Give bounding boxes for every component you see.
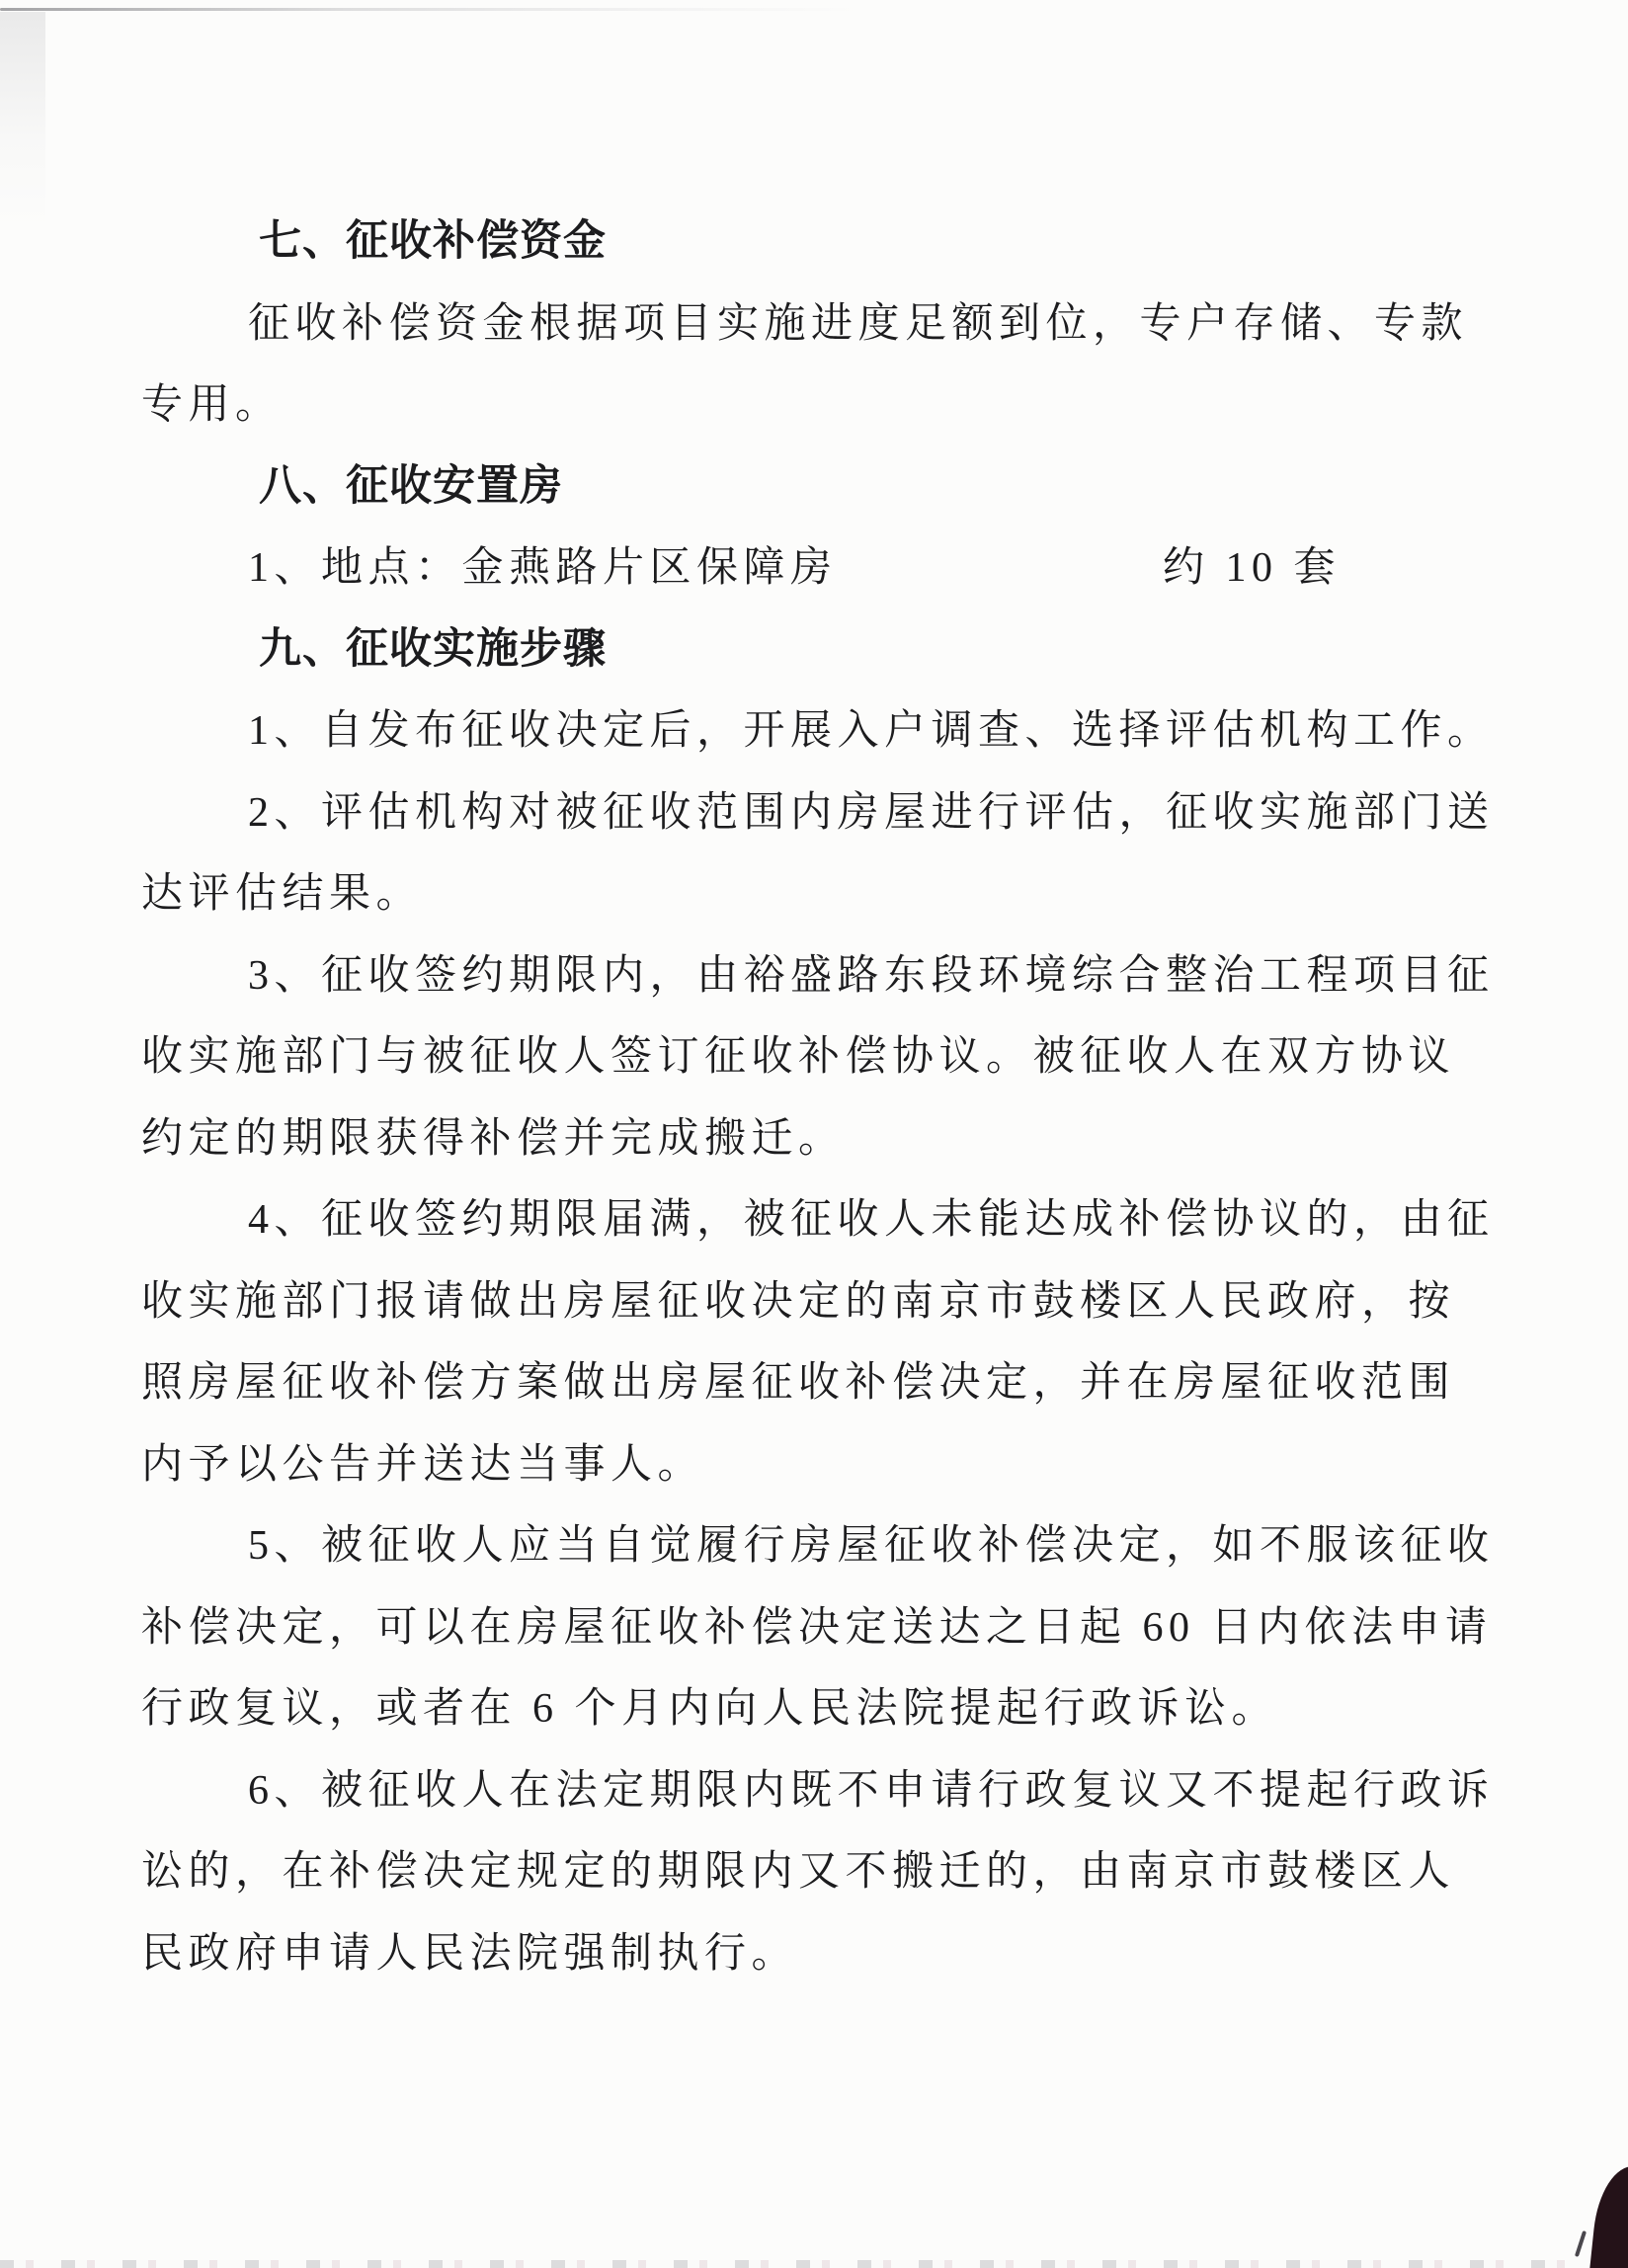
document-line: 5、被征收人应当自觉履行房屋征收补偿决定，如不服该征收 — [248, 1523, 1495, 1569]
document-line-text: 1、地点：金燕路片区保障房 — [248, 545, 838, 591]
document-body — [141, 202, 1495, 1994]
document-line: 达评估结果。 — [141, 871, 424, 917]
document-line: 收实施部门与被征收人签订征收补偿协议。被征收人在双方协议 — [141, 1034, 1456, 1080]
document-line-right-text: 约 10 套 — [1162, 545, 1341, 591]
section-heading: 九、征收实施步骤 — [259, 625, 607, 673]
document-line: 讼的，在补偿决定规定的期限内又不搬迁的，由南京市鼓楼区人 — [141, 1849, 1456, 1895]
section-heading: 七、征收补偿资金 — [259, 218, 607, 265]
scan-artifact-corner-blot — [1588, 2163, 1628, 2268]
scan-artifact-left-smudge — [0, 12, 45, 229]
document-line — [141, 527, 1481, 609]
scan-artifact-bottom-edge — [0, 2260, 1628, 2268]
document-line: 6、被征收人在法定期限内既不申请行政复议又不提起行政诉 — [248, 1767, 1495, 1814]
document-line: 3、征收签约期限内，由裕盛路东段环境综合整治工程项目征 — [248, 952, 1495, 999]
document-line: 约定的期限获得补偿并完成搬迁。 — [141, 1115, 846, 1162]
document-line: 补偿决定，可以在房屋征收补偿决定送达之日起 60 日内依法申请 — [141, 1604, 1493, 1651]
document-line: 征收补偿资金根据项目实施进度足额到位，专户存储、专款 — [248, 300, 1469, 347]
document-line: 行政复议，或者在 6 个月内向人民法院提起行政诉讼。 — [141, 1686, 1279, 1732]
document-line: 照房屋征收补偿方案做出房屋征收补偿决定，并在房屋征收范围 — [141, 1360, 1456, 1406]
scan-artifact-top-streak — [0, 8, 859, 11]
document-line: 1、自发布征收决定后，开展入户调查、选择评估机构工作。 — [248, 708, 1495, 754]
document-line: 2、评估机构对被征收范围内房屋进行评估，征收实施部门送 — [248, 789, 1495, 836]
document-line: 内予以公告并送达当事人。 — [141, 1441, 705, 1488]
document-line: 民政府申请人民法院强制执行。 — [141, 1930, 799, 1977]
document-line: 收实施部门报请做出房屋征收决定的南京市鼓楼区人民政府，按 — [141, 1278, 1456, 1325]
scan-artifact-pen-stroke — [1575, 2230, 1587, 2257]
document-line: 专用。 — [141, 382, 283, 428]
document-line: 4、征收签约期限届满，被征收人未能达成补偿协议的，由征 — [248, 1197, 1495, 1243]
section-heading: 八、征收安置房 — [259, 462, 563, 510]
